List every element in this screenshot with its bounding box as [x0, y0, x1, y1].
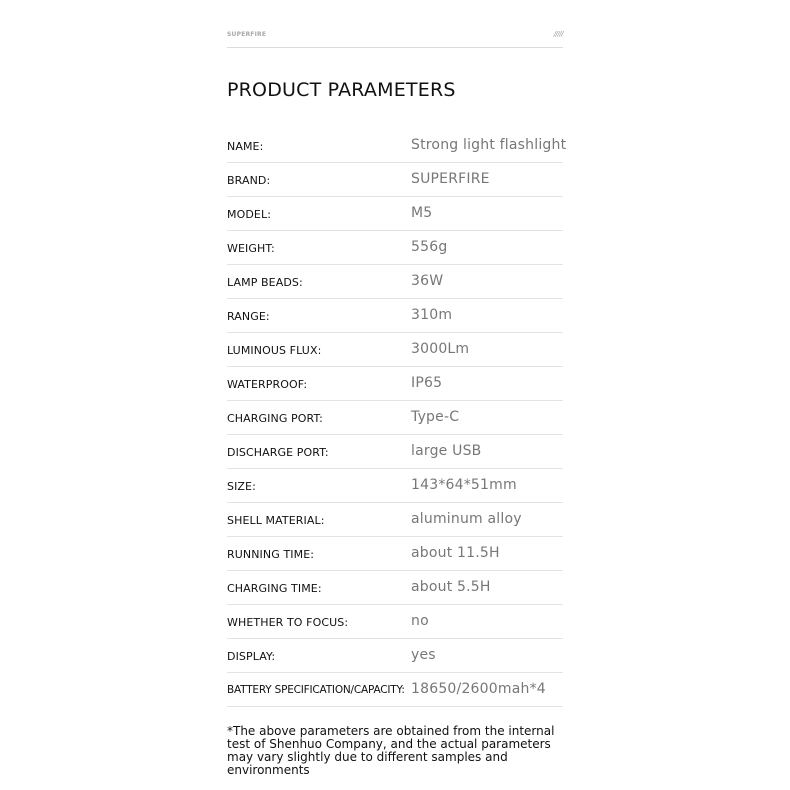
- parameter-value: aluminum alloy: [411, 511, 522, 527]
- parameter-label: MODEL:: [227, 208, 272, 221]
- parameter-value: no: [411, 613, 429, 629]
- parameter-row: [227, 605, 563, 639]
- parameter-value: 36W: [411, 273, 444, 289]
- parameter-label: BRAND:: [227, 174, 271, 187]
- page-title: PRODUCT PARAMETERS: [227, 79, 456, 101]
- parameters-table: [227, 129, 567, 707]
- parameter-label: WATERPROOF:: [227, 378, 308, 391]
- parameter-row: [227, 299, 563, 333]
- parameter-row: [227, 367, 563, 401]
- footnote: *The above parameters are obtained from the internal test of Shenhuo Company, and the actual parameters may vary slightly due to different samples and environments: [227, 724, 555, 777]
- top-divider: [227, 47, 563, 48]
- parameter-label: SHELL MATERIAL:: [227, 514, 325, 527]
- parameter-label: LUMINOUS FLUX:: [227, 344, 322, 357]
- parameter-label: CHARGING TIME:: [227, 582, 322, 595]
- parameter-row: [227, 231, 563, 265]
- parameter-label: SIZE:: [227, 480, 256, 493]
- decorative-slashes: /////: [553, 30, 563, 38]
- parameter-value: IP65: [411, 375, 443, 391]
- parameter-label: NAME:: [227, 140, 264, 153]
- parameter-label: CHARGING PORT:: [227, 412, 323, 425]
- parameter-value: about 11.5H: [411, 545, 500, 561]
- parameter-label: RANGE:: [227, 310, 270, 323]
- parameter-value: 310m: [411, 307, 453, 323]
- parameter-label: RUNNING TIME:: [227, 548, 315, 561]
- parameter-label: BATTERY SPECIFICATION/CAPACITY:: [227, 684, 405, 696]
- parameter-label: WEIGHT:: [227, 242, 275, 255]
- top-bar: [227, 31, 563, 47]
- parameter-row: [227, 435, 563, 469]
- parameter-value: large USB: [411, 443, 482, 459]
- parameter-label: DISPLAY:: [227, 650, 276, 663]
- parameter-value: about 5.5H: [411, 579, 491, 595]
- parameter-row: [227, 163, 563, 197]
- parameter-row: [227, 537, 563, 571]
- parameter-row: [227, 197, 563, 231]
- parameter-value: 143*64*51mm: [411, 477, 517, 493]
- parameter-row: [227, 469, 563, 503]
- parameter-label: DISCHARGE PORT:: [227, 446, 329, 459]
- parameter-value: 18650/2600mah*4: [411, 681, 546, 697]
- parameter-value: yes: [411, 647, 436, 663]
- parameter-row: [227, 129, 567, 163]
- parameter-value: 3000Lm: [411, 341, 470, 357]
- parameter-value: Type-C: [411, 409, 460, 425]
- parameter-row: [227, 639, 563, 673]
- parameter-row: [227, 503, 563, 537]
- parameter-label: WHETHER TO FOCUS:: [227, 616, 349, 629]
- parameter-label: LAMP BEADS:: [227, 276, 303, 289]
- product-parameters-page: [227, 0, 567, 790]
- parameter-value: Strong light flashlight: [411, 137, 567, 153]
- parameter-value: M5: [411, 205, 433, 221]
- parameter-row: [227, 333, 563, 367]
- parameter-row: [227, 401, 563, 435]
- parameter-row: [227, 673, 563, 707]
- parameter-value: SUPERFIRE: [411, 171, 490, 187]
- brand-mark: SUPERFIRE: [227, 31, 267, 38]
- parameter-value: 556g: [411, 239, 448, 255]
- parameter-row: [227, 571, 563, 605]
- parameter-row: [227, 265, 563, 299]
